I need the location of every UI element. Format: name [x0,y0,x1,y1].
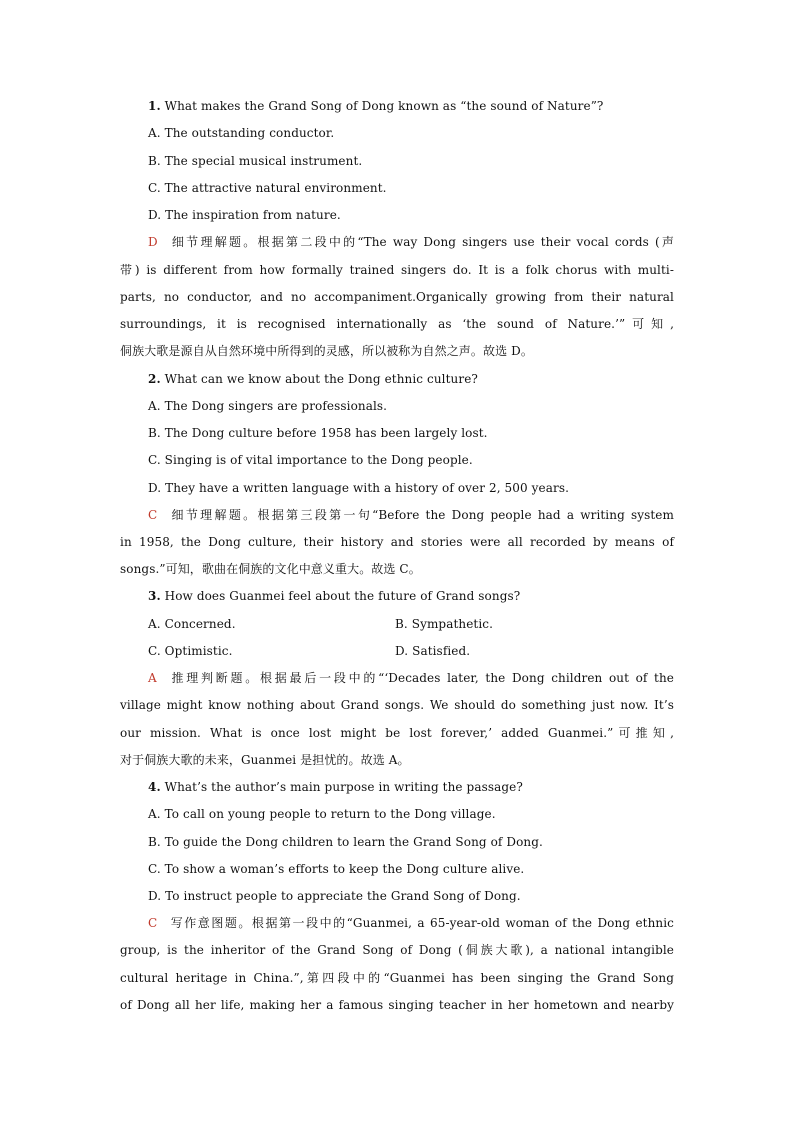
answer-letter: A [148,671,157,685]
explanation-line: 对于侗族大歌的未来，Guanmei 是担忧的。故选 A。 [120,753,410,767]
explanation-line: parts, no conductor, and no accompaniment.Organically growing from their natural [120,290,674,304]
explanation-line [148,669,674,687]
option-a: A. The Dong singers are professionals. [148,399,388,413]
answer-letter: C [148,916,158,930]
answer-letter: D [148,235,158,249]
explanation-line: group, is the inheritor of the Grand Song of Dong (侗族大歌), a national intangible [120,943,674,957]
explanation-line [148,233,674,251]
question-2 [148,370,674,388]
explanation-line: our mission. What is once lost might be lost forever,’ added Guanmei.”可推知, [120,726,674,740]
option-b: B. The Dong culture before 1958 has been largely lost. [148,426,488,440]
question-text: What makes the Grand Song of Dong known as “the sound of Nature”? [160,99,604,113]
option-d: D. To instruct people to appreciate the Grand Song of Dong. [148,889,521,903]
question-text: How does Guanmei feel about the future of Grand songs? [160,589,521,603]
option-c: C. Optimistic. [148,644,233,658]
option-d: D. They have a written language with a history of over 2, 500 years. [148,481,570,495]
question-4 [148,778,674,796]
explanation-line: of Dong all her life, making her a famous singing teacher in her hometown and nearby [120,998,674,1012]
explanation-line [148,914,674,932]
explanation-text: 细节理解题。根据第二段中的“The way Dong singers use their vocal cords (声 [169,235,674,249]
question-number: 1. [148,99,161,113]
question-text: What can we know about the Dong ethnic culture? [160,372,478,386]
explanation-line: village might know nothing about Grand songs. We should do something just now. It’s [120,698,674,712]
option-c: C. To show a woman’s efforts to keep the Dong culture alive. [148,862,525,876]
answer-letter: C [148,508,158,522]
explanation-line [148,506,674,524]
option-d: D. Satisfied. [395,644,471,658]
option-a: A. Concerned. [148,617,236,631]
question-number: 2. [148,372,161,386]
question-1 [148,97,674,115]
explanation-line: in 1958, the Dong culture, their history and stories were all recorded by means of [120,535,674,549]
option-a: A. The outstanding conductor. [148,126,335,140]
explanation-line: surroundings, it is recognised internationally as ‘the sound of Nature.’”可知, [120,317,674,331]
option-d: D. The inspiration from nature. [148,208,341,222]
explanation-line: cultural heritage in China.”,第四段中的“Guanmei has been singing the Grand Song [120,971,674,985]
explanation-text: 细节理解题。根据第三段第一句“Before the Dong people had a writing system [169,508,674,522]
question-number: 3. [148,589,161,603]
question-number: 4. [148,780,161,794]
option-b: B. The special musical instrument. [148,154,363,168]
option-c: C. The attractive natural environment. [148,181,387,195]
question-3 [148,587,674,605]
option-a: A. To call on young people to return to the Dong village. [148,807,496,821]
explanation-line: 带) is different from how formally trained singers do. It is a folk chorus with multi- [120,263,674,277]
option-b: B. Sympathetic. [395,617,494,631]
explanation-text: 推理判断题。根据最后一段中的“‘Decades later, the Dong children out of the [168,671,674,685]
explanation-line: songs.”可知，歌曲在侗族的文化中意义重大。故选 C。 [120,562,421,576]
option-c: C. Singing is of vital importance to the Dong people. [148,453,473,467]
explanation-line: 侗族大歌是源自从自然环境中所得到的灵感，所以被称为自然之声。故选 D。 [120,344,533,358]
question-text: What’s the author’s main purpose in writing the passage? [160,780,523,794]
option-b: B. To guide the Dong children to learn the Grand Song of Dong. [148,835,543,849]
explanation-text: 写作意图题。根据第一段中的“Guanmei, a 65-year-old woman of the Dong ethnic [169,916,674,930]
